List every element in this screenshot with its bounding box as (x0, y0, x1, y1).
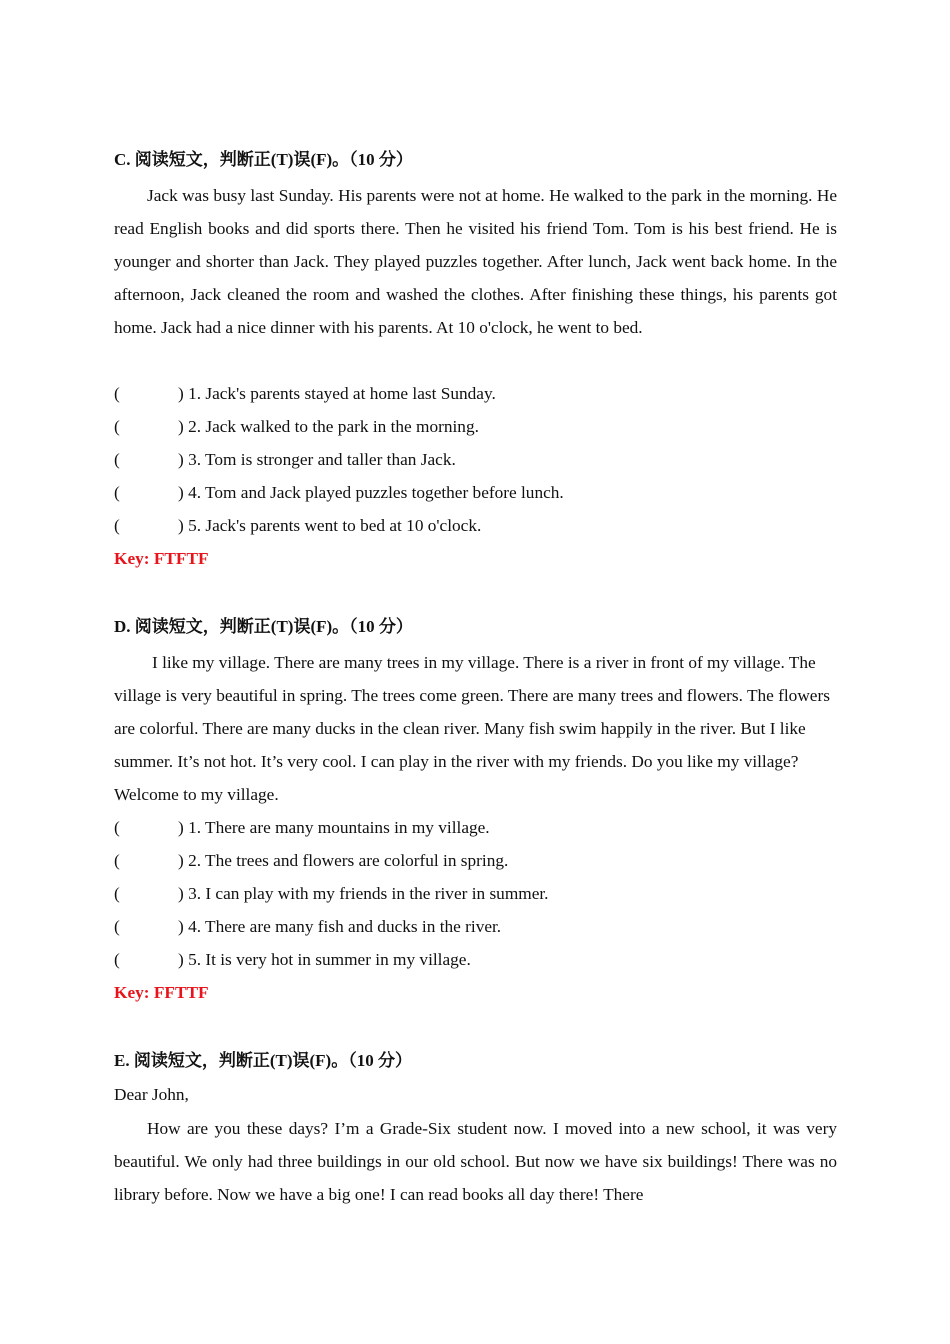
question-item: ( ) 3. I can play with my friends in the river in summer. (114, 884, 549, 903)
question-item: ( ) 4. Tom and Jack played puzzles together before lunch. (114, 483, 564, 502)
answer-key: Key: FTFTF (114, 549, 209, 568)
section-c-passage: Jack was busy last Sunday. His parents were not at home. He walked to the park in the morning. He read English books and did sports there. Then he visited his friend Tom. Tom is his best friend. He is younger and shorter than Jack. They played puzzles together. After lunch, Jack went back home. In the afternoon, Jack cleaned the room and washed the clothes. After finishing these things, his parents got home. Jack had a nice dinner with his parents. At 10 o'clock, he went to bed. (114, 186, 837, 337)
question-item: ( ) 1. Jack's parents stayed at home last Sunday. (114, 384, 496, 403)
answer-blank[interactable]: ( (114, 450, 120, 469)
letter-salutation: Dear John, (114, 1085, 189, 1104)
answer-blank[interactable]: ( (114, 851, 120, 870)
answer-blank[interactable]: ( (114, 818, 120, 837)
answer-blank[interactable]: ( (114, 516, 120, 535)
answer-blank[interactable]: ( (114, 884, 120, 903)
answer-blank[interactable]: ( (114, 384, 120, 403)
answer-blank[interactable]: ( (114, 417, 120, 436)
question-item: ( ) 5. Jack's parents went to bed at 10 o'clock. (114, 516, 482, 535)
answer-blank[interactable]: ( (114, 950, 120, 969)
question-item: ( ) 1. There are many mountains in my village. (114, 818, 490, 837)
section-e-passage: How are you these days? I’m a Grade-Six student now. I moved into a new school, it was very beautiful. We only had three buildings in our old school. But now we have six buildings! There was no library before. Now we have a big one! I can read books all day there! There (114, 1119, 837, 1204)
answer-blank[interactable]: ( (114, 483, 120, 502)
section-e-heading: E. 阅读短文，判断正(T)误(F)。（10 分） (114, 1051, 412, 1070)
answer-blank[interactable]: ( (114, 917, 120, 936)
section-c-heading: C. 阅读短文，判断正(T)误(F)。（10 分） (114, 150, 413, 169)
section-d-heading: D. 阅读短文，判断正(T)误(F)。（10 分） (114, 617, 413, 636)
question-item: ( ) 2. Jack walked to the park in the morning. (114, 417, 479, 436)
section-d-passage: I like my village. There are many trees in my village. There is a river in front of my village. The village is very beautiful in spring. The trees come green. There are many trees and flowers. The flowers are colorful. There are many ducks in the clean river. Many fish swim happily in the river. But I like summer. It’s not hot. It’s very cool. I can play in the river with my friends. Do you like my village? Welcome to my village. (114, 653, 830, 804)
question-item: ( ) 4. There are many fish and ducks in the river. (114, 917, 502, 936)
question-item: ( ) 3. Tom is stronger and taller than Jack. (114, 450, 456, 469)
question-item: ( ) 5. It is very hot in summer in my village. (114, 950, 471, 969)
question-item: ( ) 2. The trees and flowers are colorful in spring. (114, 851, 509, 870)
answer-key: Key: FFTTF (114, 983, 209, 1002)
